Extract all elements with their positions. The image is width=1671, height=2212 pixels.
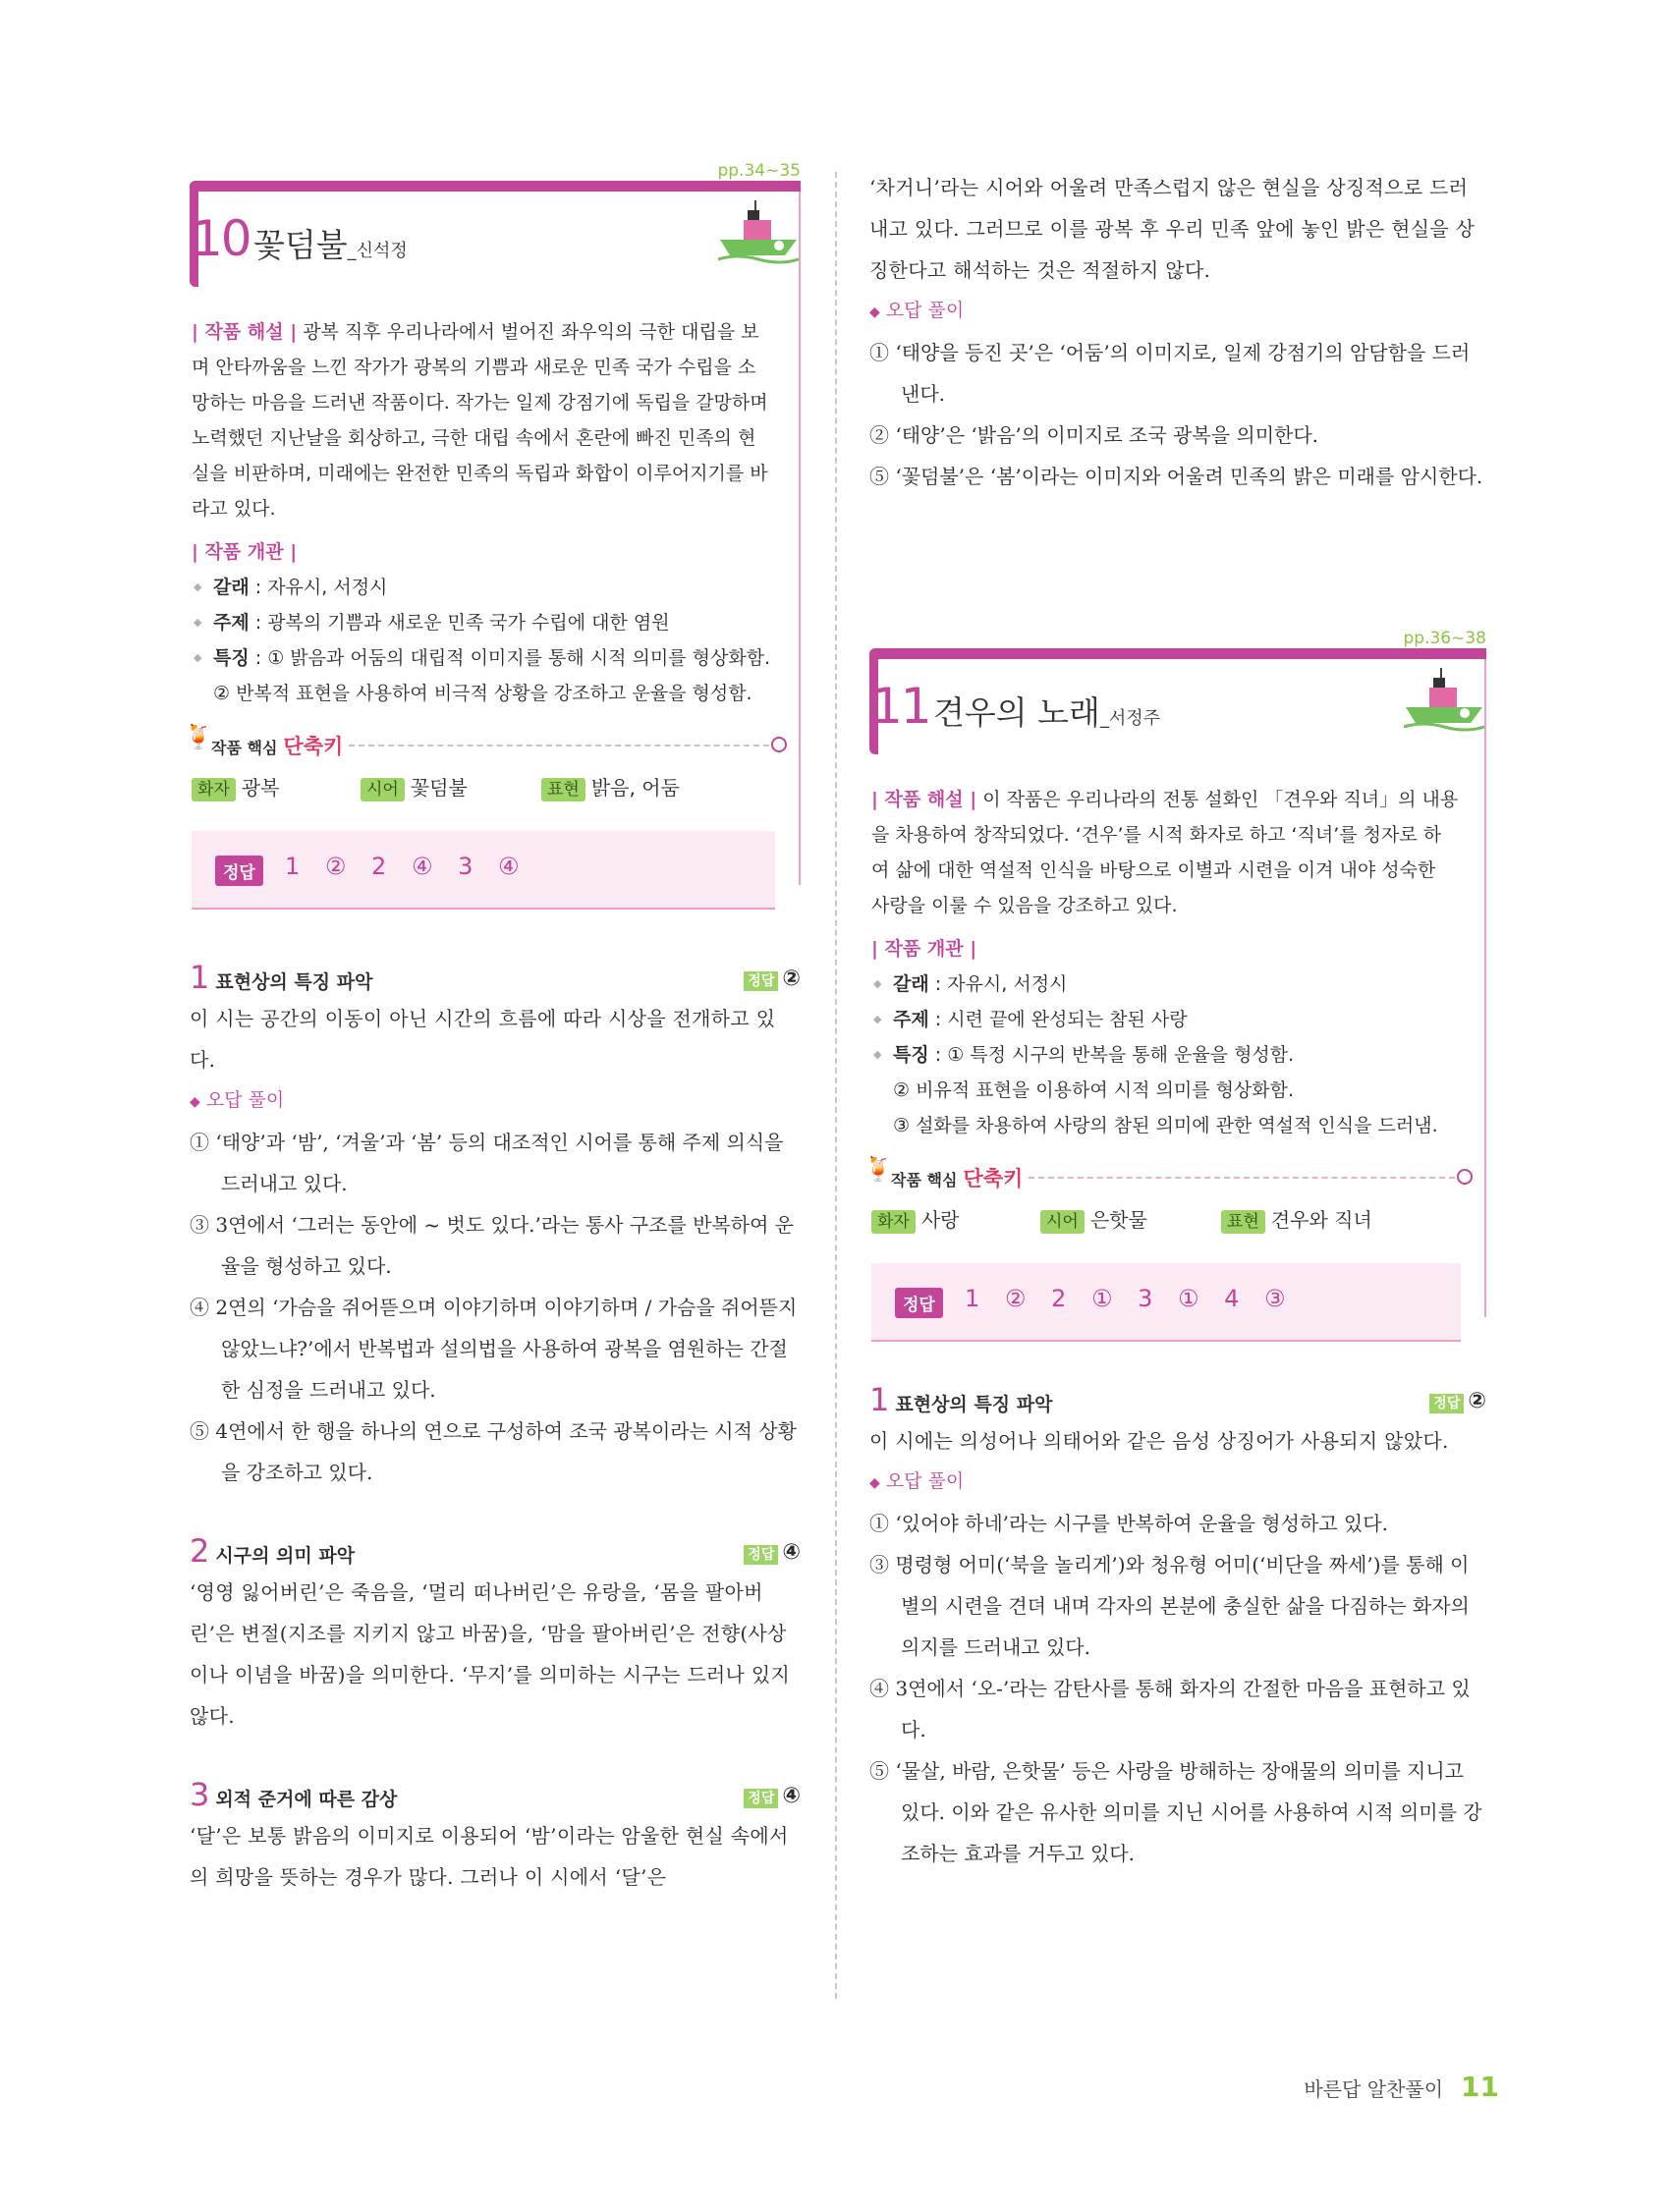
cup-icon: 🍹	[863, 1155, 893, 1183]
cup-icon: 🍹	[184, 723, 213, 750]
wrong-answer-item: ⑤ 4연에서 한 행을 하나의 연으로 구성하여 조국 광복이라는 시적 상황을 강조하고 있다.	[190, 1419, 797, 1484]
footer-label: 바른답 알찬풀이	[1304, 2077, 1444, 2101]
work-author: _신석정	[347, 241, 408, 261]
key-dot	[1457, 1169, 1473, 1185]
overview-item: ◆ 갈래 : 자유시, 서정시	[871, 967, 1459, 1002]
key-heading: 작품 핵심 단축키	[891, 1167, 1024, 1190]
question-explanation: ‘달’은 보통 밝음의 이미지로 이용되어 ‘밤’이라는 암울한 현실 속에서의 희망을 뜻하는 경우가 많다. 그러나 이 시에서 ‘달’은	[190, 1824, 789, 1889]
wrong-answer-heading: ◆ 오답 풀이	[869, 300, 965, 321]
keyword-speaker: 화자 광복	[192, 772, 280, 801]
keyword-poetic-word: 시어 꽃덤불	[361, 772, 468, 801]
key-section	[184, 723, 773, 802]
wrong-answer-item: ② ‘태양’은 ‘밝음’의 이미지로 조국 광복을 의미한다.	[869, 423, 1319, 447]
wrong-answer-item: ④ 3연에서 ‘오-’라는 감탄사를 통해 화자의 간절한 마음을 표현하고 있다.	[869, 1677, 1471, 1742]
ship-icon	[1404, 664, 1484, 733]
work-author: _서정주	[1099, 708, 1161, 729]
commentary-tag: | 작품 해설 |	[192, 321, 298, 343]
wrong-answer-item: ① ‘태양’과 ‘밤’, ‘겨울’과 ‘봄’ 등의 대조적인 시어를 통해 주제 의식을 드러내고 있다.	[190, 1131, 784, 1195]
right-column	[863, 167, 1486, 1874]
key-dashed-line	[349, 745, 779, 747]
keyword-poetic-word: 시어 은핫물	[1040, 1204, 1147, 1233]
key-dashed-line	[1029, 1177, 1465, 1179]
work-title-text: 꽃덤불	[253, 226, 348, 264]
overview-item: ② 반복적 표현을 사용하여 비극적 상황을 강조하고 운율을 형성함.	[213, 683, 752, 704]
overview-item: ◆ 특징 : ① 특정 시구의 반복을 통해 운율을 형성함.	[871, 1037, 1459, 1073]
question-heading: 3 외적 준거에 따른 감상 정답 ④	[190, 1776, 801, 1813]
question-3	[190, 1776, 801, 1898]
commentary	[192, 314, 773, 526]
answer-box	[871, 1263, 1461, 1342]
work-number: 10	[192, 210, 251, 267]
work-number: 11	[871, 678, 930, 735]
left-column	[184, 161, 801, 1898]
question-answer: 정답 ④	[744, 1784, 801, 1808]
work-title	[933, 688, 1160, 734]
wrong-answer-item: ⑤ ‘물살, 바람, 은핫물’ 등은 사랑을 방해하는 장애물의 의미를 지니고 있다. 이와 같은 유사한 의미를 지닌 시어를 사용하여 시적 의미를 강조하는 효과를 거두고 있다.	[869, 1759, 1482, 1865]
question-answer: 정답 ②	[1429, 1389, 1486, 1413]
overview-list	[192, 570, 773, 711]
wrong-answer-item: ③ 명령형 어미(‘북을 놀리게’)와 청유형 어미(‘비단을 짜세’)를 통해 이별의 시련을 견뎌 내며 각자의 본분에 충실한 삶을 다짐하는 화자의 의지를 드러내고 있다.	[869, 1553, 1470, 1659]
overview-item: ◆ 주제 : 광복의 기쁨과 새로운 민족 국가 수립에 대한 염원	[192, 605, 773, 640]
overview-tag: | 작품 개관 |	[192, 541, 298, 563]
answer-label: 정답	[215, 856, 263, 886]
page-number: 11	[1461, 2071, 1499, 2103]
work-box-11	[863, 629, 1486, 1342]
work-box-border	[799, 192, 801, 885]
wrong-answer-item: ⑤ ‘꽃덤불’은 ‘봄’이라는 이미지와 어울려 민족의 밝은 미래를 암시한다.	[869, 465, 1483, 488]
keyword-expression: 표현 밝음, 어둠	[541, 772, 680, 801]
commentary-text: 이 작품은 우리나라의 전통 설화인 「견우와 직녀」의 내용을 차용하여 창작되었다. ‘견우’를 시적 화자로 하고 ‘직녀’를 청자로 하여 삶에 대한 역설적 인식을 바탕으로 이별과 시련을 이겨 내야 성숙한 사랑을 이룰 수 있음을 강조하고 있다.	[871, 789, 1459, 916]
answer-box	[192, 831, 775, 910]
question-2	[190, 1532, 801, 1737]
keyword-expression: 표현 견우와 직녀	[1221, 1204, 1372, 1233]
wrong-answer-item: ① ‘있어야 하네’라는 시구를 반복하여 운율을 형성하고 있다.	[869, 1512, 1388, 1535]
overview-item: ◆ 갈래 : 자유시, 서정시	[192, 570, 773, 605]
key-section	[863, 1155, 1459, 1234]
column-divider	[835, 172, 837, 1999]
question-answer: 정답 ④	[744, 1540, 801, 1565]
key-heading: 작품 핵심 단축키	[211, 735, 344, 758]
work-box-10	[184, 161, 801, 910]
commentary-text: 광복 직후 우리나라에서 벌어진 좌우익의 극한 대립을 보며 안타까움을 느낀 작가가 광복의 기쁨과 새로운 민족 국가 수립을 소망하는 마음을 드러낸 작품이다. 작가는 일제 강점기에 독립을 갈망하며 노력했던 지난날을 회상하고, 극한 대립 속에서 혼란에 빠진 민족의 현실을 비판하며, 미래에는 완전한 민족의 독립과 화합이 이루어지기를 바라고 있다.	[192, 321, 768, 520]
work-title	[253, 220, 408, 266]
wrong-answer-heading: ◆ 오답 풀이	[190, 1089, 285, 1111]
question-heading: 1 표현상의 특징 파악 정답 ②	[190, 959, 801, 996]
key-dot	[771, 737, 787, 752]
overview-list	[871, 967, 1459, 1143]
commentary-tag: | 작품 해설 |	[871, 789, 977, 810]
question-explanation: 이 시에는 의성어나 의태어와 같은 음성 상징어가 사용되지 않았다.	[869, 1429, 1449, 1453]
question-answer: 정답 ②	[744, 967, 801, 991]
question-explanation: 이 시는 공간의 이동이 아닌 시간의 흐름에 따라 시상을 전개하고 있다.	[190, 1007, 776, 1072]
commentary	[871, 782, 1459, 923]
page-footer	[1304, 2071, 1499, 2103]
answer-values: 1 ② 2 ④ 3 ④	[285, 853, 520, 880]
page-reference: pp.34~35	[717, 161, 801, 181]
keyword-speaker: 화자 사랑	[871, 1204, 960, 1233]
work-header-bar	[190, 181, 801, 192]
wrong-answer-heading: ◆ 오답 풀이	[869, 1470, 965, 1492]
work-title-text: 견우의 노래	[933, 693, 1100, 732]
question-heading: 1 표현상의 특징 파악 정답 ②	[869, 1381, 1486, 1418]
overview-item: ◆ 주제 : 시련 끝에 완성되는 참된 사랑	[871, 1002, 1459, 1037]
wrong-answer-item: ① ‘태양을 등진 곳’은 ‘어둠’의 이미지로, 일제 강점기의 암담함을 드러낸다.	[869, 341, 1471, 406]
question-1	[190, 959, 801, 1493]
overview-item: ◆ 특징 : ① 밝음과 어둠의 대립적 이미지를 통해 시적 의미를 형상화함.	[192, 640, 773, 676]
answer-label: 정답	[895, 1288, 943, 1318]
question-1	[869, 1381, 1486, 1874]
question-explanation: ‘영영 잃어버린’은 죽음을, ‘멀리 떠나버린’은 유랑을, ‘몸을 팔아버린’은 변절(지조를 지키지 않고 바꿈)을, ‘맘을 팔아버린’은 전향(사상이나 이념을 바꿈)을 의미한다. ‘무지’를 의미하는 시구는 드러나 있지 않다.	[190, 1580, 791, 1728]
work-box-border	[1484, 659, 1486, 1317]
page-reference: pp.36~38	[1403, 629, 1486, 648]
overview-item: ② 비유적 표현을 이용하여 시적 의미를 형상화함.	[893, 1079, 1295, 1101]
overview-item: ③ 설화를 차용하여 사랑의 참된 의미에 관한 역설적 인식을 드러냄.	[893, 1115, 1438, 1136]
continued-text: ‘차거니’라는 시어와 어울려 만족스럽지 않은 현실을 상징적으로 드러내고 있다. 그러므로 이를 광복 후 우리 민족 앞에 놓인 밝은 현실을 상징한다고 해석하는 것은 적절하지 않다.	[869, 176, 1476, 282]
overview-tag: | 작품 개관 |	[871, 938, 977, 960]
wrong-answer-item: ③ 3연에서 ‘그러는 동안에 ~ 벗도 있다.’라는 통사 구조를 반복하여 운율을 형성하고 있다.	[190, 1213, 795, 1278]
wrong-answer-item: ④ 2연의 ‘가슴을 쥐어뜯으며 이야기하며 이야기하며 / 가슴을 쥐어뜯지 않았느냐?’에서 반복법과 설의법을 사용하여 광복을 염원하는 간절한 심정을 드러내고 있다.	[190, 1296, 798, 1402]
answer-values: 1 ② 2 ① 3 ① 4 ③	[965, 1285, 1286, 1312]
ship-icon	[718, 196, 799, 265]
question-heading: 2 시구의 의미 파악 정답 ④	[190, 1532, 801, 1570]
continued-explanation	[869, 167, 1486, 497]
work-header-bar	[869, 648, 1486, 659]
